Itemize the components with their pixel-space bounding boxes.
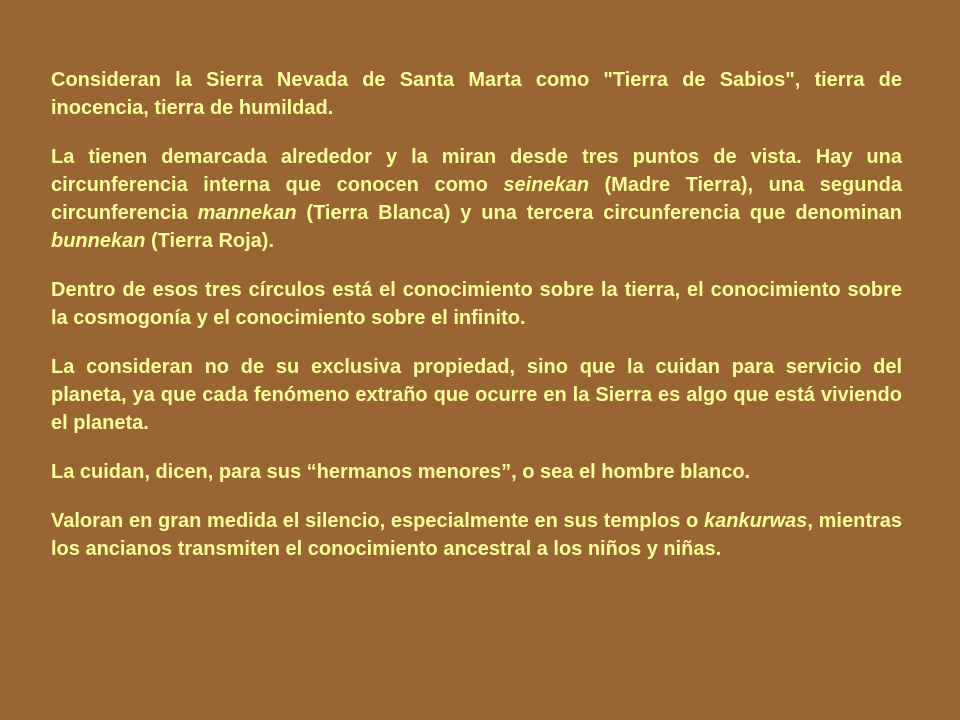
- term-mannekan: mannekan: [197, 202, 297, 224]
- paragraph-2-text-b: (Madre Tierra), una segunda circunferencia: [51, 174, 902, 224]
- term-seinekan: seinekan: [503, 174, 589, 196]
- paragraph-3: [51, 276, 902, 332]
- paragraph-1-text: Consideran la Sierra Nevada de Santa Marta como "Tierra de Sabios", tierra de inocencia, tierra de humildad.: [51, 69, 902, 119]
- paragraph-6-text-a: Valoran en gran medida el silencio, especialmente en sus templos o: [51, 510, 704, 532]
- paragraph-2-text-a: La tienen demarcada alrededor y la miran desde tres puntos de vista. Hay una circunferencia interna que conocen como: [51, 146, 902, 196]
- slide-text-body: [51, 66, 902, 563]
- paragraph-4: [51, 353, 902, 437]
- term-bunnekan: bunnekan: [51, 230, 146, 252]
- paragraph-5: [51, 458, 902, 486]
- paragraph-6-text-b: , mientras los ancianos transmiten el conocimiento ancestral a los niños y niñas.: [51, 510, 903, 560]
- paragraph-4-text: La consideran no de su exclusiva propiedad, sino que la cuidan para servicio del planeta, ya que cada fenómeno extraño que ocurre en la Sierra es algo que está viviendo el planeta.: [51, 356, 902, 434]
- paragraph-2: [51, 143, 902, 255]
- paragraph-6: [51, 507, 902, 563]
- paragraph-3-text: Dentro de esos tres círculos está el conocimiento sobre la tierra, el conocimiento sobre la cosmogonía y el conocimiento sobre el infinito.: [51, 279, 902, 329]
- paragraph-2-text-d: (Tierra Roja).: [145, 230, 275, 252]
- paragraph-1: [51, 66, 902, 122]
- paragraph-2-text-c: (Tierra Blanca) y una tercera circunferencia que denominan: [296, 202, 902, 224]
- paragraph-5-text: La cuidan, dicen, para sus “hermanos menores”, o sea el hombre blanco.: [51, 461, 751, 483]
- term-kankurwas: kankurwas: [703, 510, 808, 532]
